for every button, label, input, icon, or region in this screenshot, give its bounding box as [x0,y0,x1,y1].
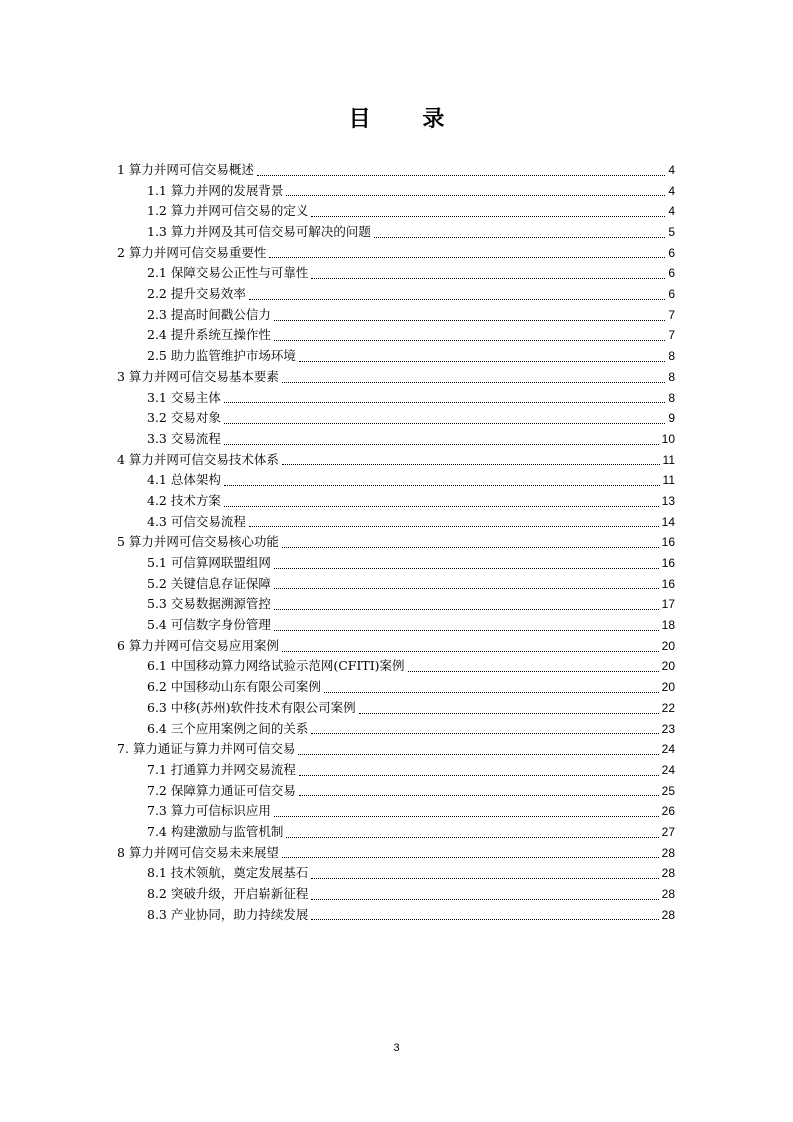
toc-section-entry[interactable] [117,863,675,884]
toc-dot-leader [224,423,665,424]
toc-entry-title: 8.2 突破升级，开启崭新征程 [147,886,309,902]
toc-dot-leader [408,671,659,672]
toc-entry-title: 6.4 三个应用案例之间的关系 [147,720,309,736]
toc-section-entry[interactable] [117,326,675,347]
toc-entry-title: 1 算力并网可信交易概述 [117,161,254,177]
toc-page-number: 9 [668,411,675,426]
toc-page-number: 25 [661,783,675,798]
toc-entry-title: 5.3 交易数据溯源管控 [147,596,271,612]
toc-page-number: 27 [661,824,675,839]
toc-dot-leader [249,299,665,300]
toc-section-entry[interactable] [117,388,675,409]
toc-dot-leader [274,609,659,610]
toc-page-number: 23 [661,721,675,736]
toc-page-number: 20 [661,638,675,653]
toc-section-entry[interactable] [117,657,675,678]
toc-section-entry[interactable] [117,719,675,740]
toc-page-number: 4 [668,204,675,219]
toc-entry-title: 7. 算力通证与算力并网可信交易 [117,741,296,757]
toc-chapter-entry[interactable] [117,843,675,864]
toc-entry-title: 2.1 保障交易公正性与可靠性 [147,265,309,281]
toc-page-number: 16 [661,556,675,571]
toc-chapter-entry[interactable] [117,450,675,471]
toc-dot-leader [269,257,665,258]
toc-page-number: 28 [661,866,675,881]
toc-dot-leader [274,568,659,569]
toc-page-number: 24 [661,762,675,777]
toc-entry-title: 4.2 技术方案 [147,492,221,508]
toc-dot-leader [299,795,659,796]
toc-entry-title: 6.2 中国移动山东有限公司案例 [147,679,321,695]
toc-dot-leader [224,444,659,445]
toc-entry-title: 1.2 算力并网可信交易的定义 [147,203,309,219]
toc-dot-leader [311,919,658,920]
toc-dot-leader [274,630,659,631]
toc-page-number: 7 [668,328,675,343]
toc-section-entry[interactable] [117,760,675,781]
toc-entry-title: 6.3 中移(苏州)软件技术有限公司案例 [147,699,356,715]
toc-section-entry[interactable] [117,512,675,533]
toc-dot-leader [311,216,665,217]
toc-entry-title: 3.1 交易主体 [147,389,221,405]
toc-section-entry[interactable] [117,470,675,491]
toc-page-number: 22 [661,700,675,715]
toc-dot-leader [274,816,659,817]
toc-chapter-entry[interactable] [117,636,675,657]
toc-section-entry[interactable] [117,263,675,284]
toc-entry-title: 2 算力并网可信交易重要性 [117,244,267,260]
toc-section-entry[interactable] [117,491,675,512]
toc-chapter-entry[interactable] [117,532,675,553]
toc-dot-leader [299,361,665,362]
toc-entry-title: 5.2 关键信息存证保障 [147,575,271,591]
toc-section-entry[interactable] [117,594,675,615]
toc-entry-title: 6.1 中国移动算力网络试验示范网(CFITI)案例 [147,658,405,674]
toc-dot-leader [282,857,659,858]
toc-entry-title: 6 算力并网可信交易应用案例 [117,637,279,653]
toc-dot-leader [282,464,660,465]
toc-page-number: 24 [661,742,675,757]
toc-dot-leader [224,485,660,486]
toc-section-entry[interactable] [117,553,675,574]
toc-section-entry[interactable] [117,615,675,636]
toc-page-number: 17 [661,597,675,612]
toc-page-number: 26 [661,804,675,819]
toc-entry-title: 2.2 提升交易效率 [147,286,246,302]
toc-page-number: 16 [661,576,675,591]
toc-section-entry[interactable] [117,781,675,802]
toc-dot-leader [286,837,658,838]
toc-entry-title: 8 算力并网可信交易未来展望 [117,844,279,860]
toc-entry-title: 4.3 可信交易流程 [147,513,246,529]
toc-page-number: 14 [661,514,675,529]
toc-entry-title: 1.1 算力并网的发展背景 [147,182,284,198]
toc-dot-leader [299,775,659,776]
toc-entry-title: 8.1 技术领航，奠定发展基石 [147,865,309,881]
toc-page-number: 8 [668,390,675,405]
toc-section-entry[interactable] [117,884,675,905]
toc-page-number: 10 [661,431,675,446]
toc-dot-leader [282,382,665,383]
toc-page-number: 6 [668,287,675,302]
toc-entry-title: 5.4 可信数字身份管理 [147,617,271,633]
toc-section-entry[interactable] [117,408,675,429]
toc-page-number: 11 [662,452,675,467]
toc-page-number: 5 [668,225,675,240]
toc-page-number: 18 [661,618,675,633]
toc-entry-title: 3.2 交易对象 [147,410,221,426]
page-title: 目 录 [348,107,467,132]
toc-page-number: 6 [668,245,675,260]
toc-chapter-entry[interactable] [117,160,675,181]
toc-dot-leader [311,278,665,279]
toc-page-number: 28 [661,845,675,860]
toc-section-entry[interactable] [117,677,675,698]
toc-entry-title: 4.1 总体架构 [147,472,221,488]
toc-dot-leader [274,340,665,341]
toc-dot-leader [374,237,665,238]
toc-entry-title: 3.3 交易流程 [147,430,221,446]
toc-page-number: 11 [662,473,675,488]
toc-dot-leader [298,754,658,755]
toc-chapter-entry[interactable] [117,243,675,264]
toc-chapter-entry[interactable] [117,367,675,388]
toc-entry-title: 3 算力并网可信交易基本要素 [117,368,279,384]
toc-dot-leader [274,320,665,321]
toc-page-number: 4 [668,162,675,177]
toc-dot-leader [311,878,658,879]
toc-section-entry[interactable] [117,574,675,595]
toc-dot-leader [224,506,659,507]
toc-section-entry[interactable] [117,698,675,719]
toc-section-entry[interactable] [117,181,675,202]
toc-page-number: 16 [661,535,675,550]
toc-dot-leader [224,402,665,403]
toc-section-entry[interactable] [117,429,675,450]
toc-page-number: 8 [668,349,675,364]
toc-page-number: 13 [661,493,675,508]
toc-dot-leader [282,547,659,548]
toc-page-number: 7 [668,307,675,322]
toc-page-number: 4 [668,183,675,198]
toc-section-entry[interactable] [117,801,675,822]
toc-page-number: 28 [661,887,675,902]
toc-entry-title: 2.3 提高时间戳公信力 [147,306,271,322]
page-number: 3 [393,1042,400,1054]
toc-section-entry[interactable] [117,346,675,367]
toc-entry-title: 2.5 助力监管维护市场环境 [147,348,296,364]
toc-dot-leader [359,713,659,714]
toc-dot-leader [282,651,659,652]
toc-section-entry[interactable] [117,222,675,243]
toc-entry-title: 7.3 算力可信标识应用 [147,803,271,819]
toc-section-entry[interactable] [117,201,675,222]
toc-entry-title: 4 算力并网可信交易技术体系 [117,451,279,467]
toc-entry-title: 7.4 构建激励与监管机制 [147,823,284,839]
toc-dot-leader [311,733,658,734]
toc-entry-title: 5.1 可信算网联盟组网 [147,555,271,571]
toc-section-entry[interactable] [117,305,675,326]
toc-page-number: 6 [668,266,675,281]
toc-entry-title: 8.3 产业协同，助力持续发展 [147,906,309,922]
toc-entry-title: 1.3 算力并网及其可信交易可解决的问题 [147,224,371,240]
toc-section-entry[interactable] [117,284,675,305]
toc-page-number: 28 [661,907,675,922]
toc-entry-title: 5 算力并网可信交易核心功能 [117,534,279,550]
toc-entry-title: 2.4 提升系统互操作性 [147,327,271,343]
toc-section-entry[interactable] [117,822,675,843]
toc-section-entry[interactable] [117,905,675,926]
toc-dot-leader [274,588,659,589]
toc-entry-title: 7.1 打通算力并网交易流程 [147,761,296,777]
toc-dot-leader [286,195,665,196]
toc-page-number: 20 [661,659,675,674]
toc-chapter-entry[interactable] [117,739,675,760]
toc-entry-title: 7.2 保障算力通证可信交易 [147,782,296,798]
toc-page-number: 8 [668,369,675,384]
toc-page-number: 20 [661,680,675,695]
toc-dot-leader [249,526,659,527]
toc-dot-leader [257,175,665,176]
table-of-contents [117,160,675,925]
toc-dot-leader [324,692,659,693]
toc-dot-leader [311,899,658,900]
